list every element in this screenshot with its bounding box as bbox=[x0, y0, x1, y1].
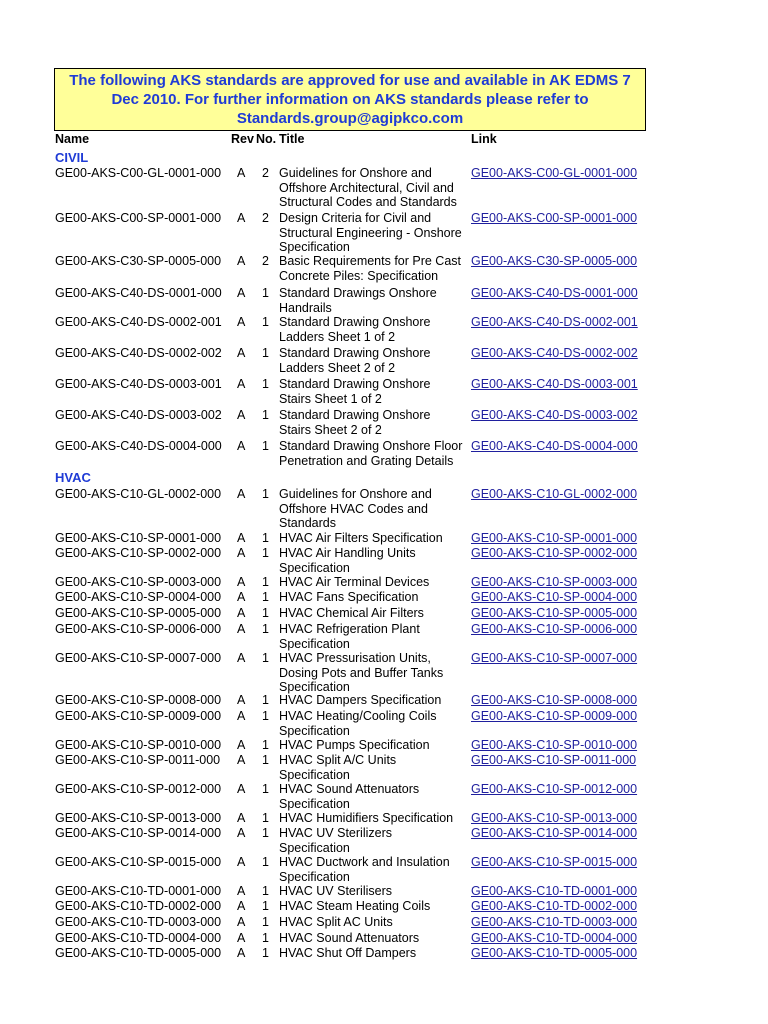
standard-name: GE00-AKS-C00-SP-0001-000 bbox=[55, 211, 222, 225]
standard-no: 1 bbox=[262, 531, 269, 545]
standard-title: Specification bbox=[279, 796, 350, 811]
standard-name: GE00-AKS-C10-TD-0004-000 bbox=[55, 931, 222, 945]
standard-link[interactable]: GE00-AKS-C00-GL-0001-000 bbox=[471, 166, 638, 180]
standard-title: HVAC Split AC Units bbox=[279, 915, 393, 929]
standard-title: Stairs Sheet 1 of 2 bbox=[279, 391, 382, 406]
standard-no: 1 bbox=[262, 315, 269, 329]
standard-title: Guidelines for Onshore and bbox=[279, 487, 432, 501]
standard-link[interactable]: GE00-AKS-C10-TD-0005-000 bbox=[471, 946, 638, 960]
standard-title: Structural Engineering - Onshore bbox=[279, 225, 462, 240]
standard-no: 1 bbox=[262, 738, 269, 752]
standard-name: GE00-AKS-C30-SP-0005-000 bbox=[55, 254, 222, 268]
standard-title: Standard Drawing Onshore bbox=[279, 377, 431, 391]
standard-no: 1 bbox=[262, 915, 269, 929]
standard-name: GE00-AKS-C40-DS-0004-000 bbox=[55, 439, 222, 453]
standard-link[interactable]: GE00-AKS-C10-SP-0011-000 bbox=[471, 753, 637, 767]
standard-title: HVAC Heating/Cooling Coils bbox=[279, 709, 437, 723]
standard-link[interactable]: GE00-AKS-C10-TD-0004-000 bbox=[471, 931, 638, 945]
standard-title: HVAC Chemical Air Filters bbox=[279, 606, 424, 620]
standard-title: Handrails bbox=[279, 300, 332, 315]
standard-link[interactable]: GE00-AKS-C10-SP-0008-000 bbox=[471, 693, 638, 707]
standard-rev: A bbox=[237, 855, 246, 869]
standard-title: Specification bbox=[279, 869, 350, 884]
standard-link[interactable]: GE00-AKS-C10-SP-0013-000 bbox=[471, 811, 638, 825]
standard-no: 2 bbox=[262, 166, 269, 180]
standard-no: 1 bbox=[262, 487, 269, 501]
standard-title: HVAC Humidifiers Specification bbox=[279, 811, 454, 825]
standard-rev: A bbox=[237, 931, 246, 945]
standard-name: GE00-AKS-C10-SP-0001-000 bbox=[55, 531, 222, 545]
standard-no: 1 bbox=[262, 606, 269, 620]
standard-title: HVAC Dampers Specification bbox=[279, 693, 442, 707]
section-heading: HVAC bbox=[55, 470, 91, 485]
standard-rev: A bbox=[237, 884, 246, 898]
standard-title: Offshore HVAC Codes and bbox=[279, 501, 428, 516]
standard-title: HVAC Fans Specification bbox=[279, 590, 419, 604]
standard-name: GE00-AKS-C10-TD-0002-000 bbox=[55, 899, 222, 913]
info-banner bbox=[54, 68, 646, 131]
standard-name: GE00-AKS-C10-SP-0003-000 bbox=[55, 575, 222, 589]
standard-link[interactable]: GE00-AKS-C10-SP-0004-000 bbox=[471, 590, 638, 604]
standard-title: HVAC Air Filters Specification bbox=[279, 531, 443, 545]
standard-title: Standard Drawing Onshore bbox=[279, 346, 431, 360]
standard-name: GE00-AKS-C10-GL-0002-000 bbox=[55, 487, 222, 501]
standard-rev: A bbox=[237, 899, 246, 913]
standard-name: GE00-AKS-C10-SP-0012-000 bbox=[55, 782, 222, 796]
standard-title: Specification bbox=[279, 840, 350, 855]
standard-no: 1 bbox=[262, 590, 269, 604]
standard-no: 1 bbox=[262, 575, 269, 589]
standard-name: GE00-AKS-C10-SP-0005-000 bbox=[55, 606, 222, 620]
standard-name: GE00-AKS-C40-DS-0002-001 bbox=[55, 315, 222, 329]
standard-title: HVAC Shut Off Dampers bbox=[279, 946, 417, 960]
standard-rev: A bbox=[237, 546, 246, 560]
standard-title: Specification bbox=[279, 240, 350, 254]
standard-no: 1 bbox=[262, 811, 269, 825]
standard-link[interactable]: GE00-AKS-C10-SP-0006-000 bbox=[471, 622, 638, 636]
column-header-rev: Rev bbox=[231, 132, 254, 146]
standard-title: Standard Drawing Onshore bbox=[279, 408, 431, 422]
standard-no: 2 bbox=[262, 254, 269, 268]
standard-no: 1 bbox=[262, 693, 269, 707]
column-header-no: No. bbox=[256, 132, 277, 146]
standard-link[interactable]: GE00-AKS-C10-SP-0005-000 bbox=[471, 606, 638, 620]
banner-email[interactable]: Standards.group@agipkco.com bbox=[236, 110, 464, 127]
standard-title: Structural Codes and Standards bbox=[279, 195, 457, 209]
standard-rev: A bbox=[237, 286, 246, 300]
standard-no: 1 bbox=[262, 346, 269, 360]
standard-no: 1 bbox=[262, 855, 269, 869]
standard-link[interactable]: GE00-AKS-C40-DS-0003-002 bbox=[471, 408, 638, 422]
standard-link[interactable]: GE00-AKS-C00-SP-0001-000 bbox=[471, 211, 638, 225]
standard-link[interactable]: GE00-AKS-C10-TD-0002-000 bbox=[471, 899, 638, 913]
banner-line: Dec 2010. For further information on AKS standards please refer to bbox=[111, 91, 589, 108]
standard-title: Specification bbox=[279, 767, 350, 782]
standard-name: GE00-AKS-C00-GL-0001-000 bbox=[55, 166, 222, 180]
standard-link[interactable]: GE00-AKS-C10-TD-0003-000 bbox=[471, 915, 638, 929]
standard-title: Design Criteria for Civil and bbox=[279, 211, 432, 225]
standard-title: HVAC Refrigeration Plant bbox=[279, 622, 420, 636]
standard-title: Specification bbox=[279, 680, 350, 694]
standard-no: 1 bbox=[262, 826, 269, 840]
standard-no: 1 bbox=[262, 651, 269, 665]
standard-title: HVAC Pressurisation Units, bbox=[279, 651, 431, 665]
standard-rev: A bbox=[237, 651, 246, 665]
standard-no: 1 bbox=[262, 439, 269, 453]
standard-title: HVAC Sound Attenuators bbox=[279, 782, 420, 796]
standard-title: Concrete Piles: Specification bbox=[279, 268, 439, 283]
standard-title: HVAC UV Sterilizers bbox=[279, 826, 392, 840]
standard-rev: A bbox=[237, 782, 246, 796]
standard-no: 1 bbox=[262, 753, 269, 767]
standard-name: GE00-AKS-C40-DS-0001-000 bbox=[55, 286, 222, 300]
standard-rev: A bbox=[237, 166, 246, 180]
standard-no: 1 bbox=[262, 546, 269, 560]
standard-name: GE00-AKS-C10-SP-0010-000 bbox=[55, 738, 222, 752]
standard-rev: A bbox=[237, 709, 246, 723]
standard-title: Standard Drawing Onshore Floor bbox=[279, 439, 463, 453]
standard-link[interactable]: GE00-AKS-C10-SP-0012-000 bbox=[471, 782, 638, 796]
standard-title: Ladders Sheet 2 of 2 bbox=[279, 360, 396, 375]
standard-link[interactable]: GE00-AKS-C10-SP-0014-000 bbox=[471, 826, 638, 840]
standard-link[interactable]: GE00-AKS-C10-SP-0002-000 bbox=[471, 546, 638, 560]
standard-name: GE00-AKS-C10-SP-0015-000 bbox=[55, 855, 222, 869]
standard-link[interactable]: GE00-AKS-C40-DS-0001-000 bbox=[471, 286, 638, 300]
standard-no: 1 bbox=[262, 286, 269, 300]
standard-title: Specification bbox=[279, 636, 350, 651]
column-header-title: Title bbox=[279, 132, 305, 146]
standard-no: 1 bbox=[262, 884, 269, 898]
standard-title: Standard Drawings Onshore bbox=[279, 286, 437, 300]
standard-title: HVAC Air Handling Units bbox=[279, 546, 416, 560]
standard-title: Specification bbox=[279, 560, 350, 575]
standard-link[interactable]: GE00-AKS-C10-SP-0007-000 bbox=[471, 651, 638, 665]
standard-link[interactable]: GE00-AKS-C40-DS-0004-000 bbox=[471, 439, 638, 453]
standard-name: GE00-AKS-C10-TD-0003-000 bbox=[55, 915, 222, 929]
standard-no: 1 bbox=[262, 622, 269, 636]
standard-link[interactable]: GE00-AKS-C10-GL-0002-000 bbox=[471, 487, 638, 501]
standard-title: HVAC Air Terminal Devices bbox=[279, 575, 430, 589]
standard-title: Specification bbox=[279, 723, 350, 738]
standard-link[interactable]: GE00-AKS-C10-TD-0001-000 bbox=[471, 884, 638, 898]
standard-link[interactable]: GE00-AKS-C10-SP-0001-000 bbox=[471, 531, 638, 545]
standard-name: GE00-AKS-C40-DS-0003-002 bbox=[55, 408, 222, 422]
standard-no: 1 bbox=[262, 709, 269, 723]
standard-name: GE00-AKS-C10-TD-0001-000 bbox=[55, 884, 222, 898]
standard-link[interactable]: GE00-AKS-C40-DS-0003-001 bbox=[471, 377, 638, 391]
standard-rev: A bbox=[237, 946, 246, 960]
standard-title: Standard Drawing Onshore bbox=[279, 315, 431, 329]
standard-rev: A bbox=[237, 408, 246, 422]
standard-name: GE00-AKS-C10-SP-0007-000 bbox=[55, 651, 222, 665]
column-header-name: Name bbox=[55, 132, 90, 146]
standard-name: GE00-AKS-C10-SP-0013-000 bbox=[55, 811, 222, 825]
standard-title: HVAC UV Sterilisers bbox=[279, 884, 392, 898]
standard-no: 1 bbox=[262, 377, 269, 391]
standard-link[interactable]: GE00-AKS-C10-SP-0003-000 bbox=[471, 575, 638, 589]
standard-rev: A bbox=[237, 377, 246, 391]
standard-title: Dosing Pots and Buffer Tanks bbox=[279, 665, 444, 680]
standard-title: HVAC Sound Attenuators bbox=[279, 931, 420, 945]
standard-title: Guidelines for Onshore and bbox=[279, 166, 432, 180]
standard-no: 1 bbox=[262, 931, 269, 945]
standard-rev: A bbox=[237, 254, 246, 268]
standard-name: GE00-AKS-C10-SP-0011-000 bbox=[55, 753, 221, 767]
standard-rev: A bbox=[237, 575, 246, 589]
standard-rev: A bbox=[237, 693, 246, 707]
standard-no: 2 bbox=[262, 211, 269, 225]
standard-link[interactable]: GE00-AKS-C40-DS-0002-002 bbox=[471, 346, 638, 360]
standard-title: Ladders Sheet 1 of 2 bbox=[279, 329, 396, 344]
banner-line: The following AKS standards are approved for use and available in AK EDMS 7 bbox=[69, 72, 631, 89]
column-header-link: Link bbox=[471, 132, 497, 146]
standard-no: 1 bbox=[262, 899, 269, 913]
standard-no: 1 bbox=[262, 782, 269, 796]
standard-link[interactable]: GE00-AKS-C40-DS-0002-001 bbox=[471, 315, 638, 329]
standard-name: GE00-AKS-C10-SP-0006-000 bbox=[55, 622, 222, 636]
standard-title: HVAC Pumps Specification bbox=[279, 738, 430, 752]
standard-link[interactable]: GE00-AKS-C10-SP-0015-000 bbox=[471, 855, 638, 869]
standard-rev: A bbox=[237, 811, 246, 825]
standard-rev: A bbox=[237, 531, 246, 545]
standard-no: 1 bbox=[262, 408, 269, 422]
standard-rev: A bbox=[237, 487, 246, 501]
standard-title: Offshore Architectural, Civil and bbox=[279, 180, 454, 195]
standard-rev: A bbox=[237, 439, 246, 453]
standard-rev: A bbox=[237, 606, 246, 620]
standard-title: Penetration and Grating Details bbox=[279, 453, 454, 468]
standard-rev: A bbox=[237, 315, 246, 329]
standard-link[interactable]: GE00-AKS-C10-SP-0010-000 bbox=[471, 738, 638, 752]
standard-title: HVAC Steam Heating Coils bbox=[279, 899, 431, 913]
standard-name: GE00-AKS-C10-SP-0004-000 bbox=[55, 590, 222, 604]
standard-name: GE00-AKS-C10-SP-0008-000 bbox=[55, 693, 222, 707]
standard-rev: A bbox=[237, 826, 246, 840]
standard-name: GE00-AKS-C10-TD-0005-000 bbox=[55, 946, 222, 960]
standard-rev: A bbox=[237, 622, 246, 636]
standard-rev: A bbox=[237, 590, 246, 604]
standard-title: Standards bbox=[279, 516, 336, 530]
standard-name: GE00-AKS-C40-DS-0002-002 bbox=[55, 346, 222, 360]
standard-name: GE00-AKS-C10-SP-0002-000 bbox=[55, 546, 222, 560]
standard-rev: A bbox=[237, 346, 246, 360]
standard-link[interactable]: GE00-AKS-C30-SP-0005-000 bbox=[471, 254, 638, 268]
standard-title: Basic Requirements for Pre Cast bbox=[279, 254, 462, 268]
standard-name: GE00-AKS-C10-SP-0009-000 bbox=[55, 709, 222, 723]
standard-link[interactable]: GE00-AKS-C10-SP-0009-000 bbox=[471, 709, 638, 723]
standard-title: HVAC Split A/C Units bbox=[279, 753, 397, 767]
standard-title: Stairs Sheet 2 of 2 bbox=[279, 422, 382, 437]
section-heading: CIVIL bbox=[55, 150, 89, 165]
standard-title: HVAC Ductwork and Insulation bbox=[279, 855, 450, 869]
standard-name: GE00-AKS-C10-SP-0014-000 bbox=[55, 826, 222, 840]
standard-no: 1 bbox=[262, 946, 269, 960]
standard-rev: A bbox=[237, 915, 246, 929]
standard-name: GE00-AKS-C40-DS-0003-001 bbox=[55, 377, 222, 391]
standard-rev: A bbox=[237, 738, 246, 752]
standard-rev: A bbox=[237, 211, 246, 225]
standard-rev: A bbox=[237, 753, 246, 767]
